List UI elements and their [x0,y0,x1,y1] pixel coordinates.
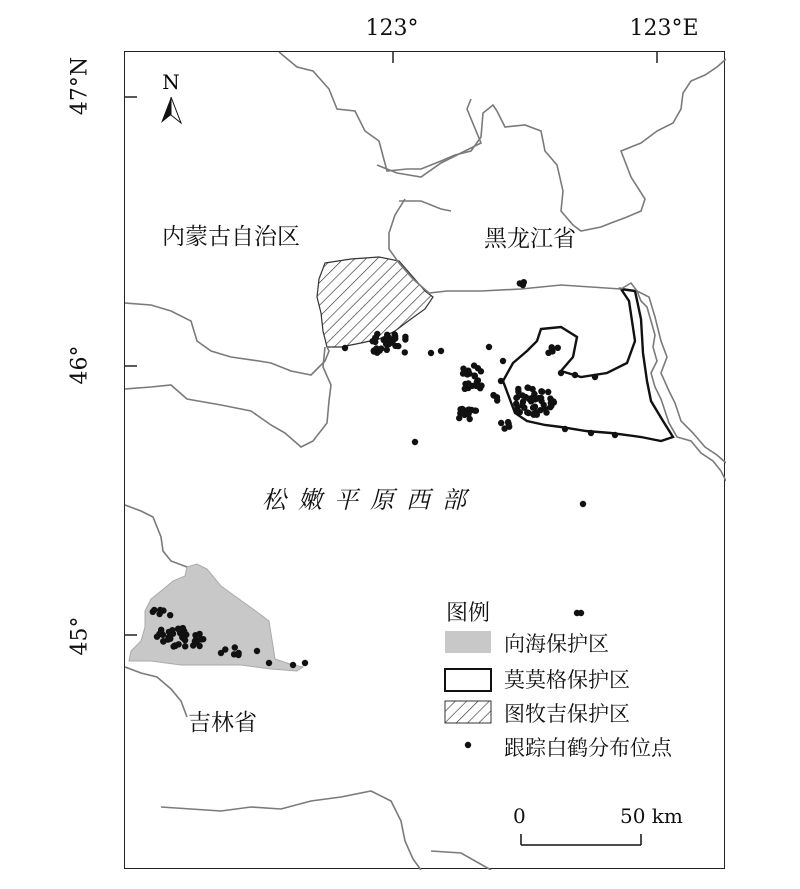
tracking-point [562,426,568,432]
tracking-point [498,378,504,384]
tracking-point [371,348,377,354]
tracking-point [545,350,551,356]
tracking-point [156,611,162,617]
tracking-point [531,412,537,418]
tracking-point [190,642,196,648]
tracking-point [549,344,555,350]
legend-symbol-hatched [445,701,491,723]
tracking-point [160,638,166,644]
tracking-point [266,660,272,666]
tracking-point [392,343,398,349]
tracking-point [167,612,173,618]
legend-symbol-dot [465,742,471,748]
tracking-point [166,629,172,635]
tracking-point [218,650,224,656]
tracking-point [177,626,183,632]
tracking-point [384,339,390,345]
tracking-point [572,372,578,378]
tracking-point [555,345,561,351]
tracking-point [524,409,530,415]
legend-title: 图例 [446,601,491,626]
tracking-point [612,432,618,438]
tracking-point [513,395,519,401]
tracking-point [196,631,202,637]
tracking-point [471,362,477,368]
tracking-point [384,332,390,338]
tracking-point [525,385,531,391]
tracking-point [545,389,551,395]
tracking-point [412,439,418,445]
region-label-inner-mongolia: 内蒙古自治区 [162,224,300,250]
tracking-point [473,383,479,389]
tracking-point [154,634,160,640]
tracking-point [456,415,462,421]
tracking-point [558,370,564,376]
region-label-heilongjiang: 黑龙江省 [484,226,576,252]
tracking-point [342,345,348,351]
tracking-point [402,336,408,342]
tracking-point [170,643,176,649]
legend-item-momoge: 莫莫格保护区 [504,668,630,692]
tracking-point [302,660,308,666]
legend-item-tracking-points: 跟踪白鹤分布位点 [504,736,672,760]
tracking-point [182,637,188,643]
tracking-point [165,634,171,640]
tracking-point [231,651,237,657]
tracking-point [531,391,537,397]
tracking-point [232,644,238,650]
tracking-point [182,643,188,649]
tracking-point [290,662,296,668]
momoge-reserve-area [503,289,673,441]
scale-bar-end: 50 km [620,804,683,828]
tracking-point [438,348,444,354]
tracking-point [494,397,500,403]
tracking-point [384,347,390,353]
legend-symbol-outline [445,669,491,691]
top-tick-123: 123° [365,16,419,41]
tracking-point [460,366,466,372]
tracking-point [402,349,408,355]
scale-bar [521,834,641,845]
tracking-point [539,389,545,395]
legend-symbol-gray [445,631,491,653]
region-label-jilin: 吉林省 [188,710,257,736]
region-label-songnen-plain: 松嫩平原西部 [262,486,478,514]
tracking-point [376,348,382,354]
tracking-point [151,607,157,613]
tracking-point [370,338,376,344]
tracking-point [506,424,512,430]
tracking-point [254,648,260,654]
tracking-point [464,382,470,388]
xianghai-reserve-area [129,564,303,671]
tracking-point [592,374,598,380]
tracking-point [532,404,538,410]
tracking-point [528,398,534,404]
legend-item-tumuji: 图牧吉保护区 [504,702,630,726]
left-tick-47n: 47°N [67,56,93,116]
north-arrow-icon [161,97,181,123]
tracking-point [548,400,554,406]
scale-bar-start: 0 [513,804,526,828]
tracking-point [428,350,434,356]
tracking-point [580,501,586,507]
tracking-point [588,430,594,436]
tracking-point [578,610,584,616]
left-tick-45: 45° [67,616,93,656]
tracking-point [515,388,521,394]
tracking-point [486,344,492,350]
top-tick-123e: 123°E [629,16,699,41]
north-arrow-label: N [162,70,180,94]
left-tick-46: 46° [67,345,93,385]
tracking-point [478,368,484,374]
legend-item-xianghai: 向海保护区 [504,632,609,656]
tracking-point [193,636,199,642]
tracking-point [200,636,206,642]
legend-symbols [445,631,491,748]
tracking-point [514,405,520,411]
tracking-point [520,282,526,288]
tracking-point [498,420,504,426]
tracking-point [500,358,506,364]
tracking-point [465,411,471,417]
